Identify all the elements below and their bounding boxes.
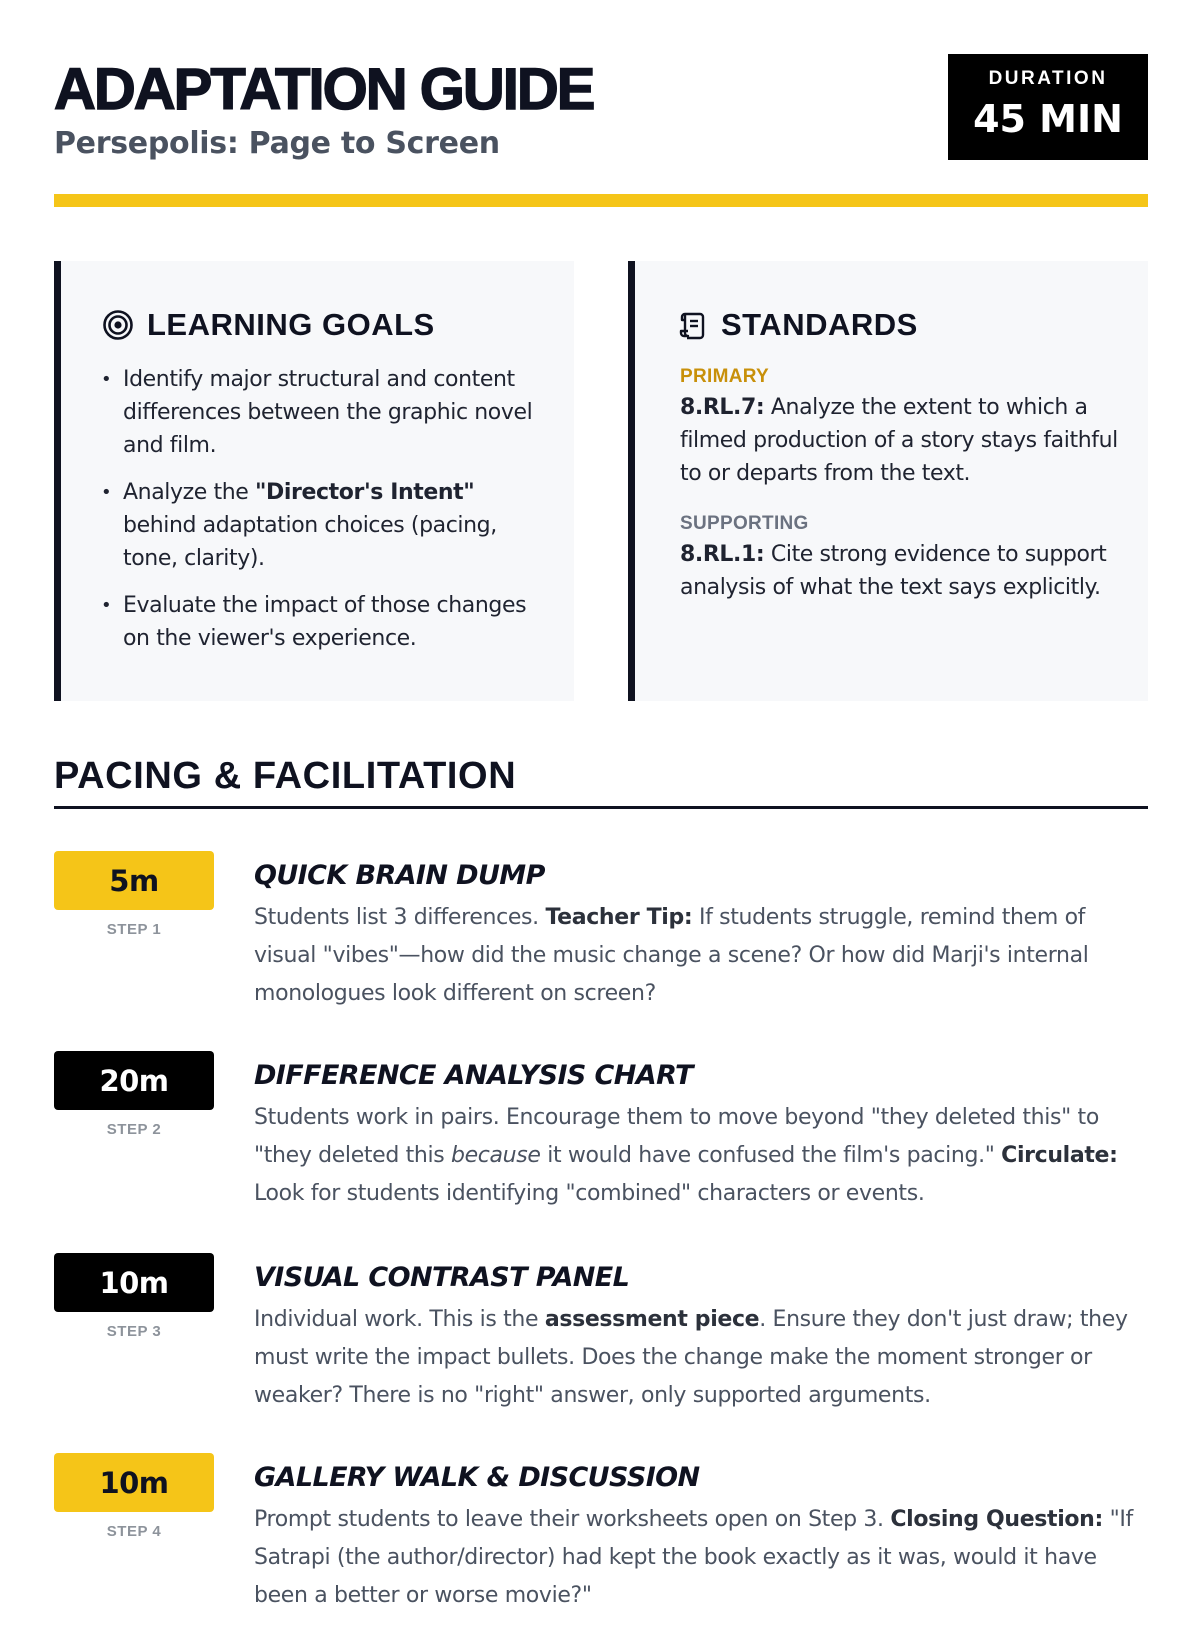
section-divider xyxy=(54,806,1148,809)
page xyxy=(54,0,1148,1608)
step-emphasis: Circulate: xyxy=(1001,1143,1118,1168)
step-text: Individual work. This is the xyxy=(254,1307,545,1332)
standards-card xyxy=(628,261,1148,701)
goal-text: behind adaptation choices (pacing, tone, clarity). xyxy=(123,513,497,571)
header xyxy=(54,54,1148,164)
step-text: If students struggle, remind them of visual "vibes"—how did the music change a scene? Or how did Marji's internal monologues look different on screen? xyxy=(254,905,1089,1006)
learning-goals-card xyxy=(54,261,574,701)
goal-item xyxy=(101,476,541,575)
step-text: "If Satrapi (the author/director) had kept the book exactly as it was, would it have been a better or worse movie?" xyxy=(254,1507,1133,1608)
step-title: DIFFERENCE ANALYSIS CHART xyxy=(254,1060,693,1091)
goal-emphasis: "Director's Intent" xyxy=(254,480,475,505)
pacing-step xyxy=(54,1253,1148,1433)
goal-item: • Evaluate the impact of those changes on the viewer's experience. xyxy=(101,589,541,655)
pacing-section-title: PACING & FACILITATION xyxy=(54,755,517,797)
step-emphasis: Teacher Tip: xyxy=(545,905,693,930)
pacing-step xyxy=(54,1453,1148,1633)
target-icon xyxy=(101,308,135,342)
learning-goals-header xyxy=(101,305,435,345)
standard-supporting-text xyxy=(680,538,1120,604)
duration-label: DURATION xyxy=(988,68,1108,89)
step-description xyxy=(254,1099,1134,1213)
standard-description: Analyze the extent to which a filmed production of a story stays faithful to or departs from the text. xyxy=(680,395,1118,486)
page-title: ADAPTATION GUIDE xyxy=(54,57,594,122)
pacing-step xyxy=(54,851,1148,1031)
standard-code: 8.RL.1: xyxy=(680,542,765,567)
step-description xyxy=(254,1501,1134,1615)
step-title: QUICK BRAIN DUMP xyxy=(254,860,545,891)
step-emphasis: Closing Question: xyxy=(890,1507,1103,1532)
standards-title: STANDARDS xyxy=(721,307,918,342)
step-number: STEP 1 xyxy=(106,921,162,938)
step-emphasis: assessment piece xyxy=(544,1307,760,1332)
goal-text: Analyze the xyxy=(123,480,255,505)
step-text: . Ensure they don't just draw; they must write the impact bullets. Does the change make the moment stronger or weaker? There is no "right" answer, only supported arguments. xyxy=(254,1307,1128,1408)
step-text: Students list 3 differences. xyxy=(254,905,546,930)
step-title: GALLERY WALK & DISCUSSION xyxy=(254,1462,700,1493)
step-number: STEP 4 xyxy=(106,1523,162,1540)
standard-primary-label: PRIMARY xyxy=(680,366,770,387)
learning-goals-list xyxy=(101,363,541,669)
step-duration-badge: 5m xyxy=(54,851,214,910)
step-duration-badge: 10m xyxy=(54,1253,214,1312)
step-duration-badge: 20m xyxy=(54,1051,214,1110)
standards-header xyxy=(675,305,918,345)
standard-description: Cite strong evidence to support analysis of what the text says explicitly. xyxy=(680,542,1107,600)
standard-supporting xyxy=(680,512,1120,604)
goal-item: • Identify major structural and content differences between the graphic novel and film. xyxy=(101,363,541,462)
page-subtitle: Persepolis: Page to Screen xyxy=(54,126,500,161)
duration-value: 45 MIN xyxy=(973,97,1123,141)
step-text: Students work in pairs. Encourage them to move beyond "they deleted this" to "they deleted this xyxy=(254,1105,1099,1168)
standard-primary-text xyxy=(680,391,1120,490)
step-text: Look for students identifying "combined" characters or events. xyxy=(254,1181,925,1206)
standard-code: 8.RL.7: xyxy=(680,395,765,420)
step-description xyxy=(254,1301,1134,1415)
step-duration-badge: 10m xyxy=(54,1453,214,1512)
scroll-icon xyxy=(675,308,709,342)
step-number: STEP 2 xyxy=(106,1121,162,1138)
duration-badge xyxy=(948,54,1148,160)
standard-supporting-label: SUPPORTING xyxy=(680,513,809,534)
step-description xyxy=(254,899,1134,1013)
pacing-step xyxy=(54,1051,1148,1231)
step-number: STEP 3 xyxy=(106,1323,162,1340)
standard-primary xyxy=(680,365,1120,490)
step-text: Prompt students to leave their worksheets open on Step 3. xyxy=(254,1507,891,1532)
step-title: VISUAL CONTRAST PANEL xyxy=(254,1262,630,1293)
learning-goals-title: LEARNING GOALS xyxy=(147,307,435,342)
step-italic: because xyxy=(451,1143,541,1168)
step-text: it would have confused the film's pacing." xyxy=(540,1143,1002,1168)
accent-divider xyxy=(54,194,1148,207)
